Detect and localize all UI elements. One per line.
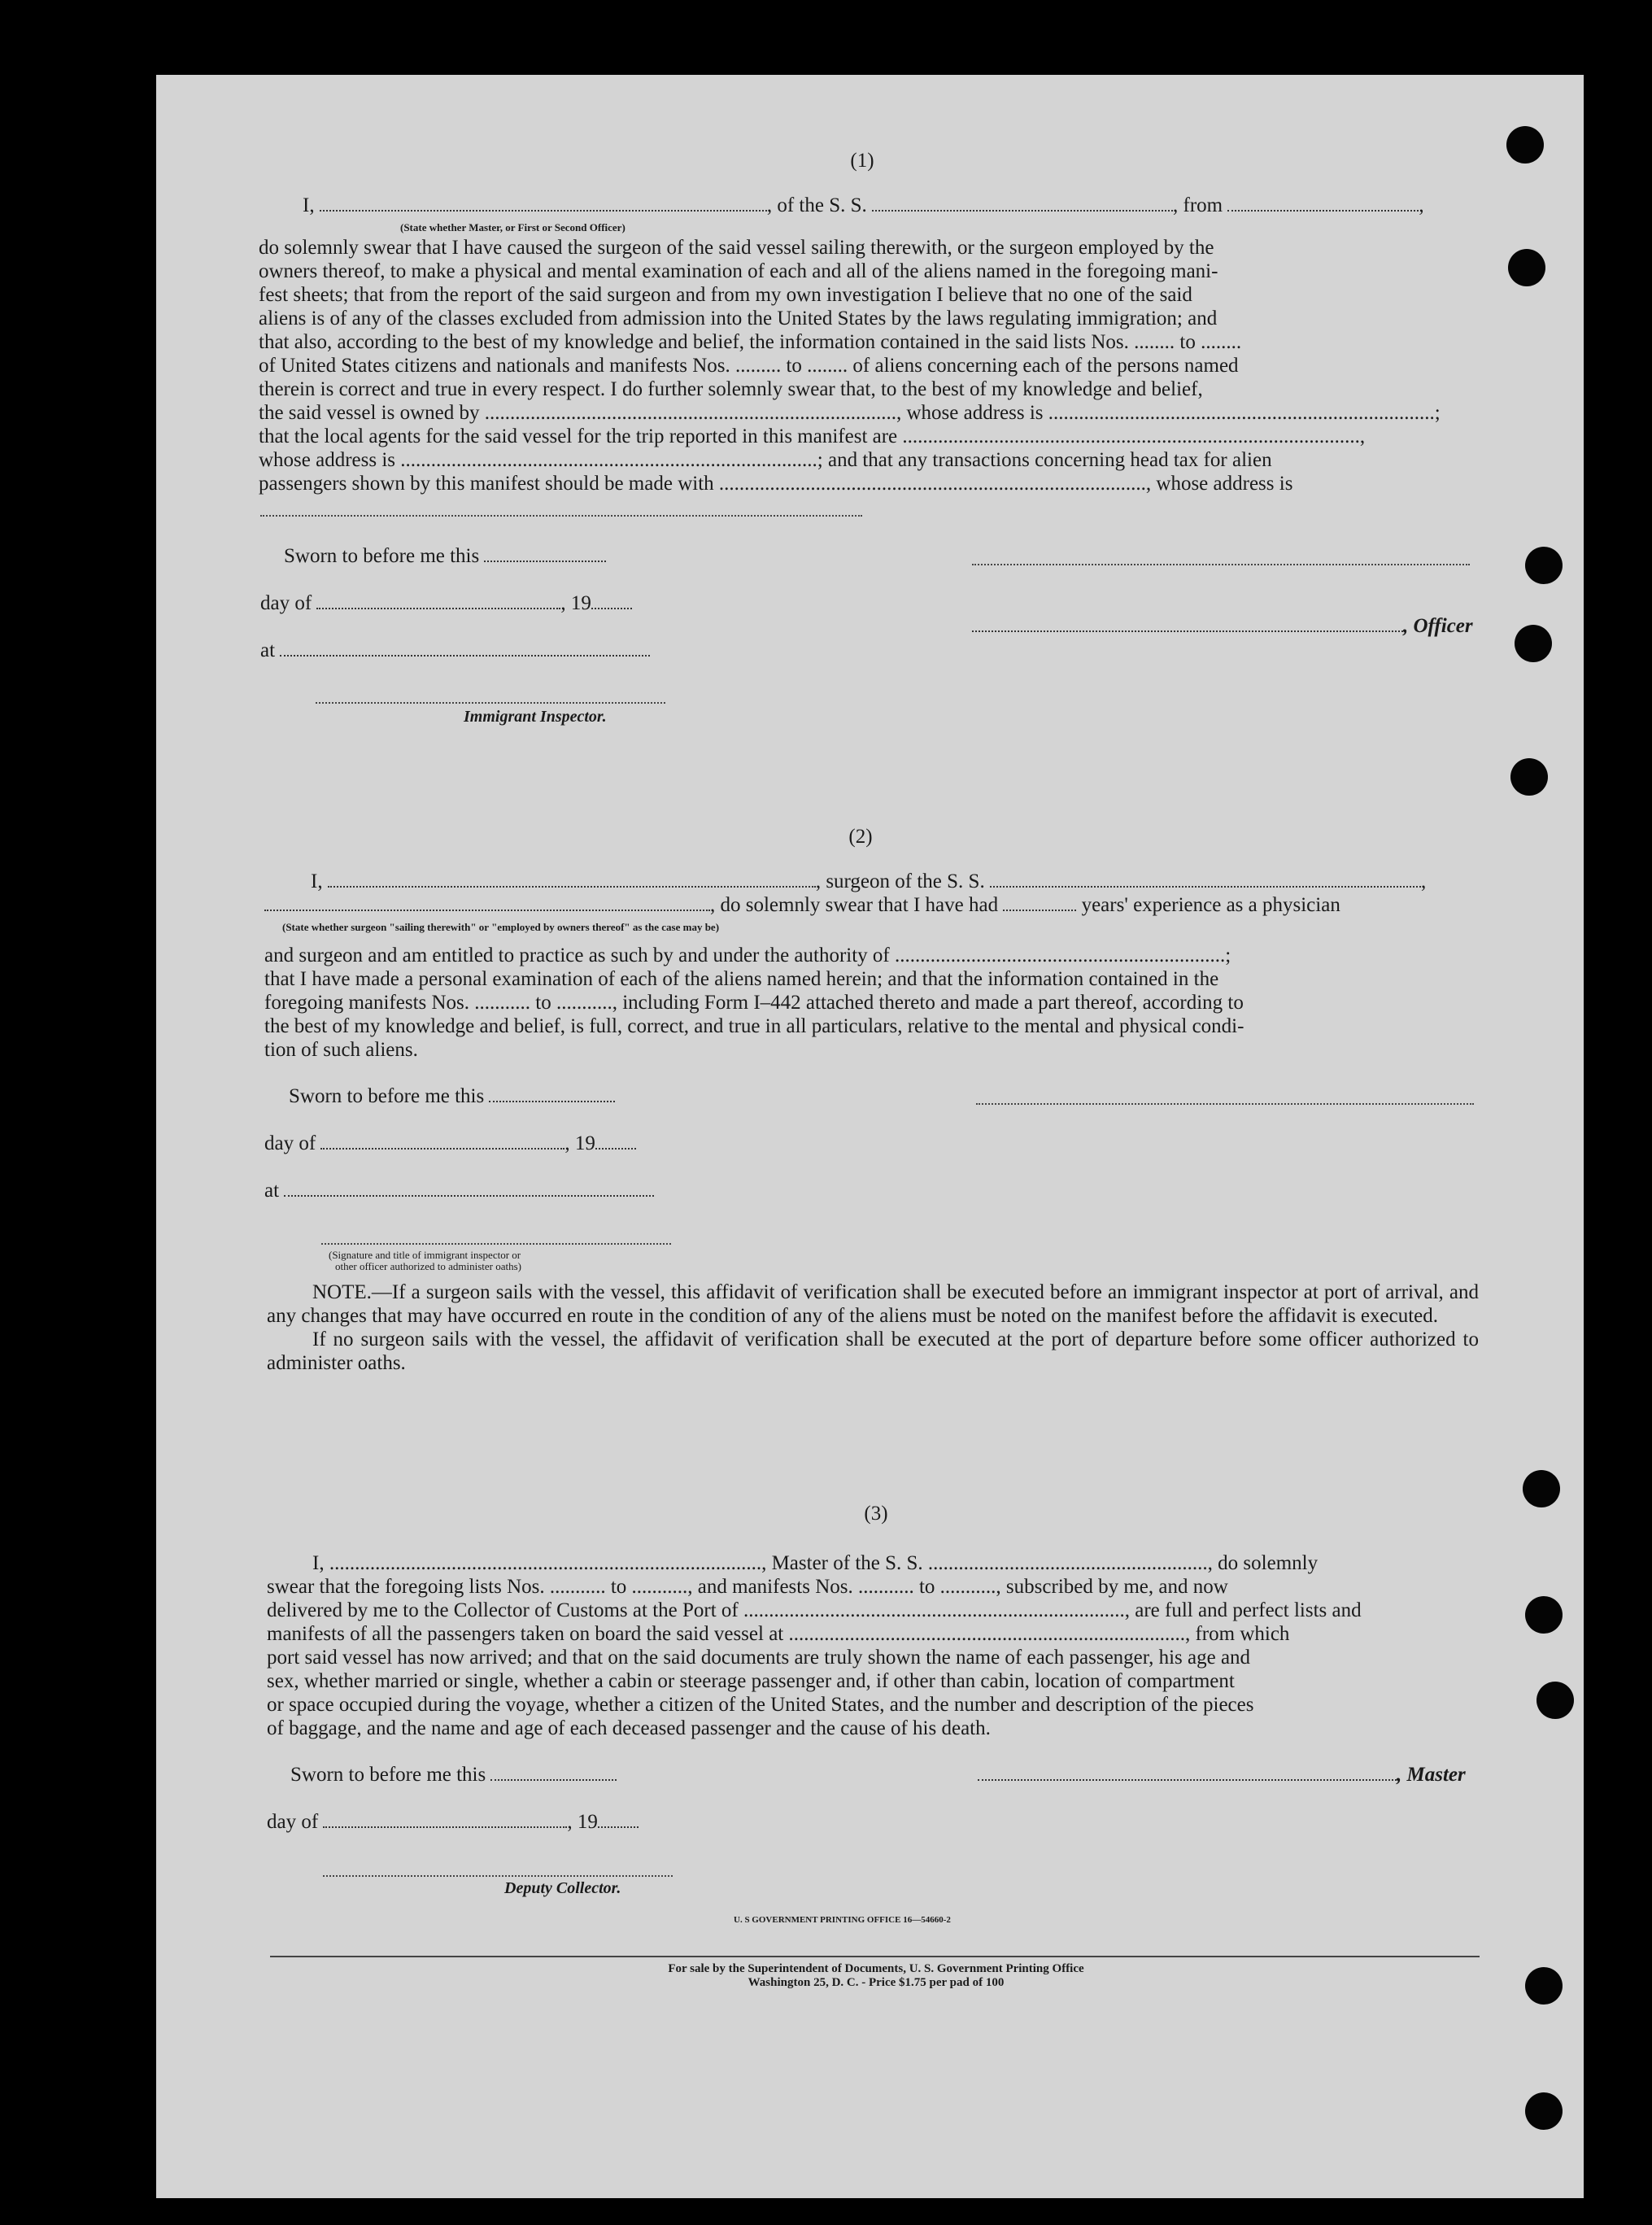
at-line [260, 639, 650, 662]
surgeon-status-caption: (State whether surgeon "sailing therewith" or "employed by owners thereof" as the case may be) [282, 921, 720, 933]
years-label: years' experience as a physician [1081, 894, 1340, 916]
punch-hole [1515, 625, 1552, 662]
day-of-label: day of [260, 592, 312, 614]
collector-signature-line[interactable] [323, 1874, 673, 1877]
rank-field[interactable] [320, 194, 767, 212]
sale-notice [551, 1962, 1201, 1990]
body-line: the best of my knowledge and belief, is full, correct, and true in all particulars, relative to the mental and physical condi- [264, 1015, 1244, 1037]
section-3-body [267, 1551, 1479, 1740]
body-line: do solemnly swear that I have caused the surgeon of the said vessel sailing therewith, or the surgeon employed by the [259, 237, 1214, 259]
printing-office-line: U. S GOVERNMENT PRINTING OFFICE 16—54660-2 [734, 1915, 951, 1925]
ship-name-field[interactable] [990, 870, 1421, 888]
body-line: sex, whether married or single, whether a cabin or steerage passenger and, if other than cabin, location of compartment [267, 1670, 1235, 1692]
day-of-label: day of [267, 1811, 319, 1833]
body-line: delivered by me to the Collector of Customs at the Port of ..........................................................................., are full and perfect lists and [267, 1599, 1362, 1621]
year-label: , 19 [564, 1132, 595, 1154]
section-2-intro-line: I, , surgeon of the S. S. , [311, 870, 1427, 892]
year-label: , 19 [560, 592, 591, 614]
punch-hole [1525, 1596, 1563, 1634]
body-line: or space occupied during the voyage, whether a citizen of the United States, and the number and description of the pieces [267, 1694, 1254, 1716]
at-label: at [260, 639, 276, 661]
sig-caption: other officer authorized to administer oaths) [335, 1260, 521, 1272]
intro-i: I, [303, 194, 315, 216]
body-line: and surgeon and am entitled to practice as such by and under the authority of .................................................................; [264, 945, 1231, 966]
body-line: the said vessel is owned by ................................................................................., whose address is ............................................................................; [259, 402, 1441, 424]
sworn-line [289, 1084, 615, 1108]
body-line: I, ....................................................................................., Master of the S. S. ......................................................., do solemnly [312, 1552, 1319, 1574]
body-line: that the local agents for the said vessel for the trip reported in this manifest are .........................................................................................., [259, 425, 1366, 447]
punch-hole [1525, 2092, 1563, 2130]
body-line: manifests of all the passengers taken on board the said vessel at .............................................................................., from which [267, 1623, 1290, 1645]
do-swear-label: , do solemnly swear that I have had [710, 894, 999, 916]
surgeon-signature-line[interactable] [976, 1102, 1474, 1105]
intro-i: I, [311, 870, 323, 892]
inspector-signature-line[interactable] [316, 701, 665, 704]
month-field[interactable] [320, 1132, 564, 1150]
body-line: of baggage, and the name and age of each deceased passenger and the cause of his death. [267, 1717, 991, 1739]
note-block [267, 1280, 1479, 1375]
note-paragraph-1: NOTE.—If a surgeon sails with the vessel, this affidavit of verification shall be executed before an immigrant inspector at port of arrival, and any changes that may have occurred en route in the condition of any of the aliens must be noted on the manifest before the affidavit is executed. [267, 1281, 1479, 1327]
section-2-number: (2) [848, 826, 873, 848]
body-line: foregoing manifests Nos. ........... to ..........., including Form I–442 attached thereto and made a part thereof, according to [264, 992, 1244, 1014]
sworn-line [290, 1763, 617, 1787]
sworn-day-field[interactable] [489, 1084, 615, 1102]
year-field[interactable] [595, 1132, 636, 1150]
section-1-intro-line: I, , of the S. S. , from , [303, 194, 1424, 216]
manifest-affidavit-page [156, 75, 1584, 2198]
day-of-line [264, 1132, 636, 1155]
inspector-signature-line[interactable] [321, 1242, 671, 1245]
at-label: at [264, 1180, 280, 1202]
body-line: whose address is ..................................................................................; and that any transactions concerning head tax for alien [259, 449, 1272, 471]
year-label: , 19 [567, 1811, 598, 1833]
year-field[interactable] [591, 591, 632, 609]
body-line: swear that the foregoing lists Nos. ........... to ..........., and manifests Nos. ........... to ..........., subscribed by me, and now [267, 1576, 1228, 1598]
master-signature-field[interactable] [978, 1763, 1397, 1781]
section-1-body [259, 236, 1469, 495]
from-port-field[interactable] [1227, 194, 1419, 212]
from-label: , from [1173, 194, 1223, 216]
at-line [264, 1179, 654, 1202]
master-line [978, 1763, 1466, 1787]
surgeon-of-label: , surgeon of the S. S. [815, 870, 985, 892]
punch-hole [1523, 1470, 1560, 1507]
officer-label: , Officer [1403, 615, 1473, 637]
at-place-field[interactable] [280, 639, 650, 657]
body-line: passengers shown by this manifest should be made with ...................................................................................., whose address is [259, 473, 1293, 495]
sale-line-1: For sale by the Superintendent of Documents, U. S. Government Printing Office [668, 1962, 1084, 1975]
body-line: aliens is of any of the classes excluded from admission into the United States by the laws regulating immigration; and [259, 308, 1218, 329]
ship-name-field[interactable] [872, 194, 1173, 212]
officer-signature-field[interactable] [972, 614, 1403, 632]
address-continuation-line[interactable] [260, 514, 862, 517]
body-line: port said vessel has now arrived; and that on the said documents are truly shown the name of each passenger, his age and [267, 1647, 1251, 1669]
day-of-label: day of [264, 1132, 316, 1154]
punch-hole [1508, 249, 1545, 286]
officer-signature-line-1[interactable] [972, 563, 1470, 565]
sale-line-2: Washington 25, D. C. - Price $1.75 per pad of 100 [748, 1976, 1005, 1989]
of-the-ss-label: , of the S. S. [766, 194, 867, 216]
body-line: that also, according to the best of my knowledge and belief, the information contained in the said lists Nos. ........ to ........ [259, 331, 1242, 353]
surgeon-name-field[interactable] [328, 870, 816, 888]
footer-rule [270, 1956, 1480, 1957]
collector-caption: Deputy Collector. [504, 1879, 621, 1897]
section-2-body [264, 944, 1475, 1062]
body-line: therein is correct and true in every respect. I do further solemnly swear that, to the best of my knowledge and belief, [259, 378, 1203, 400]
rank-caption: (State whether Master, or First or Second Officer) [400, 221, 625, 233]
section-1-number: (1) [850, 150, 874, 172]
surgeon-status-field[interactable] [264, 893, 710, 911]
section-2-swear-line [264, 893, 1340, 917]
month-field[interactable] [323, 1810, 567, 1828]
at-place-field[interactable] [284, 1179, 654, 1197]
sworn-label: Sworn to before me this [290, 1764, 486, 1786]
punch-hole [1525, 547, 1563, 584]
years-field[interactable] [1003, 893, 1076, 911]
punch-hole [1536, 1682, 1574, 1719]
sworn-day-field[interactable] [490, 1763, 617, 1781]
month-field[interactable] [316, 591, 560, 609]
body-line: owners thereof, to make a physical and mental examination of each and all of the aliens named in the foregoing mani- [259, 260, 1218, 282]
officer-line [972, 614, 1473, 638]
punch-hole [1510, 758, 1548, 796]
body-line: that I have made a personal examination of each of the aliens named herein; and that the information contained in the [264, 968, 1219, 990]
sig-caption: (Signature and title of immigrant inspector or [329, 1249, 521, 1261]
sworn-line [284, 544, 606, 568]
body-line: fest sheets; that from the report of the said surgeon and from my own investigation I believe that no one of the said [259, 284, 1192, 306]
day-of-line [260, 591, 632, 615]
sworn-day-field[interactable] [484, 544, 606, 562]
section-3-number: (3) [864, 1503, 888, 1525]
day-of-line [267, 1810, 639, 1834]
body-line: of United States citizens and nationals and manifests Nos. ......... to ........ of aliens concerning each of the persons named [259, 355, 1239, 377]
sworn-label: Sworn to before me this [284, 545, 480, 567]
note-paragraph-2: If no surgeon sails with the vessel, the affidavit of verification shall be executed at the port of departure before some officer authorized to administer oaths. [267, 1328, 1479, 1374]
sworn-label: Sworn to before me this [289, 1085, 485, 1107]
master-label: , Master [1397, 1764, 1466, 1786]
punch-hole [1525, 1967, 1563, 2005]
body-line: tion of such aliens. [264, 1039, 418, 1061]
punch-hole [1506, 126, 1544, 164]
inspector-caption: Immigrant Inspector. [464, 708, 607, 726]
year-field[interactable] [598, 1810, 639, 1828]
